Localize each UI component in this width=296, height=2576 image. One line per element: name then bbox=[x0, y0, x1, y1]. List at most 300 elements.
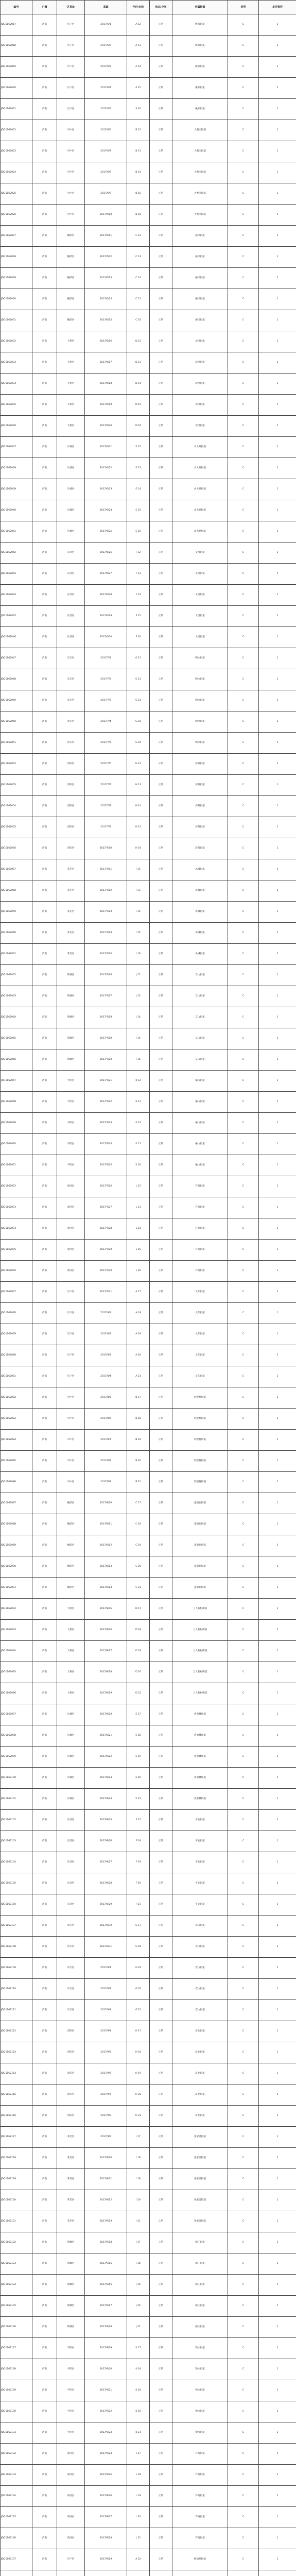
cell-type: C bbox=[228, 817, 259, 838]
cell-district: 槐荫区 bbox=[57, 1514, 85, 1535]
cell-type: C bbox=[228, 1218, 259, 1240]
cell-region: 济南 bbox=[32, 1620, 57, 1641]
cell-street: 双山街道 bbox=[172, 1958, 228, 1979]
cell-base: 2017/8/21 bbox=[85, 1725, 127, 1747]
cell-base: 2017/6/9 bbox=[85, 183, 127, 205]
cell-district: 平阴县 bbox=[57, 1092, 85, 1113]
cell-street: 许商街道 bbox=[172, 2465, 228, 2486]
cell-status: 正常 bbox=[150, 416, 172, 437]
cell-id: JDG1162021 bbox=[1, 99, 32, 120]
cell-district: 市中区 bbox=[57, 141, 85, 162]
cell-type: C bbox=[228, 437, 259, 458]
cell-status: 正常 bbox=[150, 1789, 172, 1810]
table-row bbox=[1, 2169, 296, 2190]
cell-status: 正常 bbox=[150, 1071, 172, 1092]
cell-district: 商河县 bbox=[57, 2444, 85, 2465]
cell-year: L 12 bbox=[127, 1176, 150, 1197]
cell-street: 明水街道 bbox=[172, 669, 228, 690]
cell-district: 章丘区 bbox=[57, 1979, 85, 2000]
cell-status: 正常 bbox=[150, 2528, 172, 2549]
cell-street: 姚家街道 bbox=[172, 78, 228, 99]
cell-district: 章丘区 bbox=[57, 711, 85, 733]
cell-status: 正常 bbox=[150, 1725, 172, 1747]
cell-type: C bbox=[228, 2465, 259, 2486]
cell-type: C bbox=[228, 1514, 259, 1535]
cell-type: C bbox=[228, 2190, 259, 2211]
cell-base: 2017/8/7 bbox=[85, 1430, 127, 1451]
cell-base: 2017/9/12 bbox=[85, 2190, 127, 2211]
cell-id: JDG1162106 bbox=[1, 1894, 32, 1916]
cell-year: B 13 bbox=[127, 141, 150, 162]
cell-recommend: 1 bbox=[259, 775, 296, 796]
cell-street: 大观园街道 bbox=[172, 205, 228, 226]
cell-base: 2017/8/16 bbox=[85, 1620, 127, 1641]
cell-region: 济南 bbox=[32, 2042, 57, 2063]
table-row bbox=[1, 733, 296, 754]
table-row bbox=[1, 1683, 296, 1704]
cell-status: 正常 bbox=[150, 2169, 172, 2190]
cell-recommend: 1 bbox=[259, 2063, 296, 2084]
cell-id: JDG1162102 bbox=[1, 1810, 32, 1831]
cell-region: 济南 bbox=[32, 2169, 57, 2190]
cell-recommend: 1 bbox=[259, 1620, 296, 1641]
table-row bbox=[1, 1937, 296, 1958]
cell-id bbox=[1, 2570, 32, 2576]
cell-base: 2017/8/4 bbox=[85, 1366, 127, 1387]
cell-year: J 20 bbox=[127, 2296, 150, 2317]
table-row bbox=[1, 1556, 296, 1578]
cell-recommend: 1 bbox=[259, 2296, 296, 2317]
cell-id: JDG1162084 bbox=[1, 1430, 32, 1451]
cell-district: 历下区 bbox=[57, 99, 85, 120]
cell-id: JDG1162060 bbox=[1, 923, 32, 944]
cell-type: C bbox=[228, 1071, 259, 1092]
cell-base: 2017/8/23 bbox=[85, 1768, 127, 1789]
cell-base: 2017/6/27 bbox=[85, 564, 127, 585]
table-row bbox=[1, 2528, 296, 2549]
table-row bbox=[1, 162, 296, 183]
cell-status: 正常 bbox=[150, 1852, 172, 1873]
cell-street: 山大路街道 bbox=[172, 500, 228, 521]
cell-region: 济南 bbox=[32, 1324, 57, 1345]
cell-base: 2017/6/1 bbox=[85, 14, 127, 36]
cell-status: 正常 bbox=[150, 2549, 172, 2570]
cell-region: 济南 bbox=[32, 585, 57, 606]
cell-id: JDG1162020 bbox=[1, 78, 32, 99]
cell-base: 2017/7/21 bbox=[85, 1071, 127, 1092]
table-row bbox=[1, 1197, 296, 1218]
cell-id: JDG1162061 bbox=[1, 944, 32, 965]
cell-street: 山大路街道 bbox=[172, 458, 228, 479]
cell-year: H 18 bbox=[127, 2042, 150, 2063]
cell-recommend: 1 bbox=[259, 1810, 296, 1831]
cell-status: 正常 bbox=[150, 141, 172, 162]
cell-district: 长清区 bbox=[57, 564, 85, 585]
cell-year: K 17 bbox=[127, 2338, 150, 2359]
table-row bbox=[1, 1092, 296, 1113]
cell-year: I 18 bbox=[127, 2148, 150, 2169]
cell-recommend: 1 bbox=[259, 1683, 296, 1704]
cell-status: 正常 bbox=[150, 2000, 172, 2021]
cell-recommend: 1 bbox=[259, 2317, 296, 2338]
table-row bbox=[1, 796, 296, 817]
cell-base: 2017/6/30 bbox=[85, 627, 127, 648]
cell-id: JDG1162065 bbox=[1, 1028, 32, 1049]
cell-street: 艾山街道 bbox=[172, 1049, 228, 1071]
cell-street: 济阳街道 bbox=[172, 775, 228, 796]
cell-recommend: 1 bbox=[259, 2021, 296, 2042]
cell-region: 济南 bbox=[32, 247, 57, 268]
cell-base: 2017/8/1 bbox=[85, 1303, 127, 1324]
cell-id: JDG1162054 bbox=[1, 796, 32, 817]
cell-recommend: 1 bbox=[259, 923, 296, 944]
cell-recommend: 1 bbox=[259, 2465, 296, 2486]
cell-type: C bbox=[228, 1831, 259, 1852]
cell-id: JDG1162127 bbox=[1, 2338, 32, 2359]
cell-district: 天桥区 bbox=[57, 352, 85, 374]
cell-street: 北坦街道 bbox=[172, 374, 228, 395]
cell-recommend: 1 bbox=[259, 331, 296, 352]
cell-status: 正常 bbox=[150, 1113, 172, 1134]
cell-year: K 14 bbox=[127, 1113, 150, 1134]
cell-status: 正常 bbox=[150, 880, 172, 902]
cell-region: 济南 bbox=[32, 2549, 57, 2570]
cell-status: 正常 bbox=[150, 1282, 172, 1303]
cell-district: 历城区 bbox=[57, 1768, 85, 1789]
cell-district: 平阴县 bbox=[57, 2338, 85, 2359]
cell-status: 正常 bbox=[150, 859, 172, 880]
cell-base: 2017/8/22 bbox=[85, 1747, 127, 1768]
cell-status: 正常 bbox=[150, 585, 172, 606]
table-row bbox=[1, 521, 296, 543]
cell-year: B 18 bbox=[127, 1409, 150, 1430]
cell-base: 2017/8/10 bbox=[85, 1493, 127, 1514]
cell-region: 济南 bbox=[32, 1747, 57, 1768]
cell-district: 历城区 bbox=[57, 500, 85, 521]
cell-id: JDG1162082 bbox=[1, 1387, 32, 1409]
cell-type: C bbox=[228, 1852, 259, 1873]
table-row bbox=[1, 1535, 296, 1556]
cell-base: 2017/8/27 bbox=[85, 1852, 127, 1873]
cell-status: 正常 bbox=[150, 1599, 172, 1620]
cell-status: 正常 bbox=[150, 1451, 172, 1472]
cell-status: 正常 bbox=[150, 2507, 172, 2528]
cell-region: 济南 bbox=[32, 1113, 57, 1134]
col-header-status: 状态/分类 bbox=[150, 1, 172, 14]
cell-recommend: 1 bbox=[259, 1578, 296, 1599]
cell-type: C bbox=[228, 1028, 259, 1049]
cell-street: 文东街道 bbox=[172, 1282, 228, 1303]
cell-region: 济南 bbox=[32, 521, 57, 543]
cell-year: K 21 bbox=[127, 2422, 150, 2444]
cell-region: 济南 bbox=[32, 2444, 57, 2465]
cell-id: JDG1162137 bbox=[1, 2549, 32, 2570]
cell-district: 长清区 bbox=[57, 606, 85, 627]
cell-id: JDG1162116 bbox=[1, 2106, 32, 2127]
cell-recommend: 1 bbox=[259, 2211, 296, 2232]
cell-base: 2017/7/19 bbox=[85, 1028, 127, 1049]
cell-base: 2017/9/25 bbox=[85, 2465, 127, 2486]
cell-year: D 16 bbox=[127, 416, 150, 437]
cell-type: C bbox=[228, 2338, 259, 2359]
cell-recommend: 1 bbox=[259, 289, 296, 310]
cell-recommend: 1 bbox=[259, 2084, 296, 2106]
cell-status: 正常 bbox=[150, 2253, 172, 2275]
cell-year: B 15 bbox=[127, 183, 150, 205]
cell-status: 正常 bbox=[150, 543, 172, 564]
cell-year: D 14 bbox=[127, 374, 150, 395]
cell-base: 2017/9/29 bbox=[85, 2549, 127, 2570]
cell-district: 莱芜区 bbox=[57, 923, 85, 944]
cell-type: C bbox=[228, 2422, 259, 2444]
cell-base: 2017/7/24 bbox=[85, 1134, 127, 1155]
table-row bbox=[1, 1599, 296, 1620]
cell-region: 济南 bbox=[32, 2190, 57, 2211]
cell-year: H 14 bbox=[127, 796, 150, 817]
cell-type: C bbox=[228, 1240, 259, 1261]
cell-id: JDG1162081 bbox=[1, 1366, 32, 1387]
cell-id: JDG1162045 bbox=[1, 606, 32, 627]
cell-id: JDG1162062 bbox=[1, 965, 32, 986]
cell-type: C bbox=[228, 2380, 259, 2401]
table-row bbox=[1, 627, 296, 648]
cell-year: B 20 bbox=[127, 1451, 150, 1472]
cell-status: 正常 bbox=[150, 2486, 172, 2507]
cell-street: 大观园街道 bbox=[172, 183, 228, 205]
cell-year: H 16 bbox=[127, 838, 150, 859]
cell-type: C bbox=[228, 1958, 259, 1979]
cell-street: 济北街道 bbox=[172, 2042, 228, 2063]
cell-district: 济阳区 bbox=[57, 2021, 85, 2042]
cell-recommend: 1 bbox=[259, 1155, 296, 1176]
cell-id: JDG1162033 bbox=[1, 352, 32, 374]
cell-base: 2017/9/6 bbox=[85, 2063, 127, 2084]
cell-type: C bbox=[228, 2106, 259, 2127]
cell-id: JDG1162075 bbox=[1, 1240, 32, 1261]
cell-year: K 13 bbox=[127, 1092, 150, 1113]
cell-year: J 13 bbox=[127, 986, 150, 1007]
cell-base: 2017/7/16 bbox=[85, 965, 127, 986]
cell-type: C bbox=[228, 1493, 259, 1514]
cell-year: A 21 bbox=[127, 1366, 150, 1387]
cell-base bbox=[85, 2570, 127, 2576]
cell-status: 正常 bbox=[150, 2042, 172, 2063]
cell-base: 2017/7/25 bbox=[85, 1155, 127, 1176]
cell-type: C bbox=[228, 2528, 259, 2549]
table-row bbox=[1, 78, 296, 99]
cell-base: 2017/8/17 bbox=[85, 1641, 127, 1662]
cell-status: 正常 bbox=[150, 1049, 172, 1071]
cell-district: 商河县 bbox=[57, 2486, 85, 2507]
cell-district: 钢城区 bbox=[57, 2296, 85, 2317]
cell-region: 济南 bbox=[32, 606, 57, 627]
cell-district: 长清区 bbox=[57, 627, 85, 648]
cell-recommend: 1 bbox=[259, 1092, 296, 1113]
cell-district: 钢城区 bbox=[57, 2317, 85, 2338]
cell-base: 2017/6/11 bbox=[85, 226, 127, 247]
cell-recommend: 1 bbox=[259, 711, 296, 733]
cell-id: JDG1162070 bbox=[1, 1134, 32, 1155]
cell-base: 2017/7/14 bbox=[85, 923, 127, 944]
cell-recommend: 1 bbox=[259, 1176, 296, 1197]
cell-year: H 15 bbox=[127, 817, 150, 838]
cell-id: JDG1162031 bbox=[1, 310, 32, 331]
col-header-base: 基础 bbox=[85, 1, 127, 14]
cell-district: 章丘区 bbox=[57, 1958, 85, 1979]
cell-status: 正常 bbox=[150, 1578, 172, 1599]
cell-street: 大观园街道 bbox=[172, 120, 228, 141]
cell-recommend: 1 bbox=[259, 1937, 296, 1958]
cell-district: 莱芜区 bbox=[57, 2148, 85, 2169]
cell-region: 济南 bbox=[32, 1599, 57, 1620]
cell-id: JDG1162052 bbox=[1, 754, 32, 775]
cell-district: 长清区 bbox=[57, 1852, 85, 1873]
cell-type: C bbox=[228, 2000, 259, 2021]
table-row bbox=[1, 310, 296, 331]
cell-status: 正常 bbox=[150, 1324, 172, 1345]
table-row bbox=[1, 247, 296, 268]
cell-region: 济南 bbox=[32, 416, 57, 437]
cell-base: 2017/7/5 bbox=[85, 733, 127, 754]
cell-type: C bbox=[228, 733, 259, 754]
cell-district: 莱芜区 bbox=[57, 2127, 85, 2148]
cell-base: 2017/6/29 bbox=[85, 606, 127, 627]
cell-year: D 13 bbox=[127, 352, 150, 374]
cell-type: C bbox=[228, 902, 259, 923]
cell-status: 正常 bbox=[150, 479, 172, 500]
cell-type: C bbox=[228, 395, 259, 416]
table-row bbox=[1, 1324, 296, 1345]
cell-recommend: 1 bbox=[259, 183, 296, 205]
cell-recommend: 1 bbox=[259, 796, 296, 817]
cell-type: C bbox=[228, 331, 259, 352]
cell-status: 正常 bbox=[150, 2232, 172, 2253]
cell-recommend: 1 bbox=[259, 1049, 296, 1071]
table-row bbox=[1, 1261, 296, 1282]
cell-region: 济南 bbox=[32, 1430, 57, 1451]
cell-status: 正常 bbox=[150, 1894, 172, 1916]
cell-street: 四里村街道 bbox=[172, 1409, 228, 1430]
cell-recommend: 1 bbox=[259, 669, 296, 690]
cell-district: 章丘区 bbox=[57, 669, 85, 690]
cell-base: 2017/9/1 bbox=[85, 1958, 127, 1979]
cell-district: 历城区 bbox=[57, 458, 85, 479]
cell-id: JDG1162128 bbox=[1, 2359, 32, 2380]
cell-status: 正常 bbox=[150, 289, 172, 310]
cell-id: JDG1162079 bbox=[1, 1324, 32, 1345]
cell-id: JDG1162122 bbox=[1, 2232, 32, 2253]
table-row bbox=[1, 141, 296, 162]
cell-id: JDG1162085 bbox=[1, 1451, 32, 1472]
cell-year: C 14 bbox=[127, 268, 150, 289]
cell-street: 锦水街道 bbox=[172, 2422, 228, 2444]
table-row bbox=[1, 2275, 296, 2296]
table-row bbox=[1, 99, 296, 120]
cell-id: JDG1162073 bbox=[1, 1197, 32, 1218]
cell-street: 工人新村街道 bbox=[172, 1662, 228, 1683]
cell-recommend: 1 bbox=[259, 57, 296, 78]
cell-recommend: 1 bbox=[259, 1641, 296, 1662]
cell-recommend: 1 bbox=[259, 1662, 296, 1683]
cell-status: 正常 bbox=[150, 1641, 172, 1662]
cell-recommend: 1 bbox=[259, 2401, 296, 2422]
cell-status: 正常 bbox=[150, 2465, 172, 2486]
cell-status: 正常 bbox=[150, 99, 172, 120]
cell-recommend: 1 bbox=[259, 1345, 296, 1366]
cell-recommend: 1 bbox=[259, 2275, 296, 2296]
table-row bbox=[1, 416, 296, 437]
cell-region: 济南 bbox=[32, 2063, 57, 2084]
table-row bbox=[1, 1451, 296, 1472]
cell-recommend: 1 bbox=[259, 205, 296, 226]
cell-base: 2017/8/25 bbox=[85, 1810, 127, 1831]
cell-region: 济南 bbox=[32, 965, 57, 986]
cell-district: 市中区 bbox=[57, 1472, 85, 1493]
table-row bbox=[1, 1028, 296, 1049]
cell-id: JDG1162129 bbox=[1, 2380, 32, 2401]
cell-region: 济南 bbox=[32, 1514, 57, 1535]
cell-base: 2017/9/20 bbox=[85, 2359, 127, 2380]
cell-year: A 19 bbox=[127, 1324, 150, 1345]
cell-status: 正常 bbox=[150, 310, 172, 331]
cell-status: 正常 bbox=[150, 1683, 172, 1704]
cell-status: 正常 bbox=[150, 2063, 172, 2084]
cell-region: 济南 bbox=[32, 2486, 57, 2507]
cell-street: 道德街街道 bbox=[172, 1556, 228, 1578]
cell-type: C bbox=[228, 1303, 259, 1324]
cell-status: 正常 bbox=[150, 1366, 172, 1387]
cell-district: 平阴县 bbox=[57, 2422, 85, 2444]
cell-district: 历下区 bbox=[57, 36, 85, 57]
cell-status: 正常 bbox=[150, 1768, 172, 1789]
cell-year: G 18 bbox=[127, 1937, 150, 1958]
cell-recommend: 1 bbox=[259, 1324, 296, 1345]
cell-id: JDG1162121 bbox=[1, 2211, 32, 2232]
cell-street: 许商街道 bbox=[172, 2528, 228, 2549]
cell-region: 济南 bbox=[32, 2401, 57, 2422]
cell-street: 文东街道 bbox=[172, 1303, 228, 1324]
cell-id: JDG1162076 bbox=[1, 1261, 32, 1282]
cell-id: JDG1162024 bbox=[1, 162, 32, 183]
cell-year: I 16 bbox=[127, 944, 150, 965]
cell-base: 2017/9/15 bbox=[85, 2253, 127, 2275]
cell-year: C 16 bbox=[127, 310, 150, 331]
cell-recommend: 1 bbox=[259, 2148, 296, 2169]
cell-type: C bbox=[228, 838, 259, 859]
cell-year: A 14 bbox=[127, 57, 150, 78]
cell-district: 莱芜区 bbox=[57, 880, 85, 902]
cell-id: JDG1162103 bbox=[1, 1831, 32, 1852]
cell-street: 济阳街道 bbox=[172, 817, 228, 838]
cell-year: D 15 bbox=[127, 395, 150, 416]
cell-status: 正常 bbox=[150, 2211, 172, 2232]
table-row bbox=[1, 268, 296, 289]
cell-recommend: 1 bbox=[259, 1113, 296, 1134]
cell-year: G 20 bbox=[127, 1979, 150, 2000]
cell-year: E 15 bbox=[127, 500, 150, 521]
cell-type: C bbox=[228, 500, 259, 521]
cell-recommend: 1 bbox=[259, 2232, 296, 2253]
cell-status: 正常 bbox=[150, 1155, 172, 1176]
cell-type: C bbox=[228, 1282, 259, 1303]
cell-id: JDG1162086 bbox=[1, 1472, 32, 1493]
cell-region: 济南 bbox=[32, 543, 57, 564]
cell-type: C bbox=[228, 479, 259, 500]
cell-type: C bbox=[228, 2359, 259, 2380]
cell-status: 正常 bbox=[150, 2422, 172, 2444]
cell-year: A 13 bbox=[127, 36, 150, 57]
cell-year: C 21 bbox=[127, 1578, 150, 1599]
